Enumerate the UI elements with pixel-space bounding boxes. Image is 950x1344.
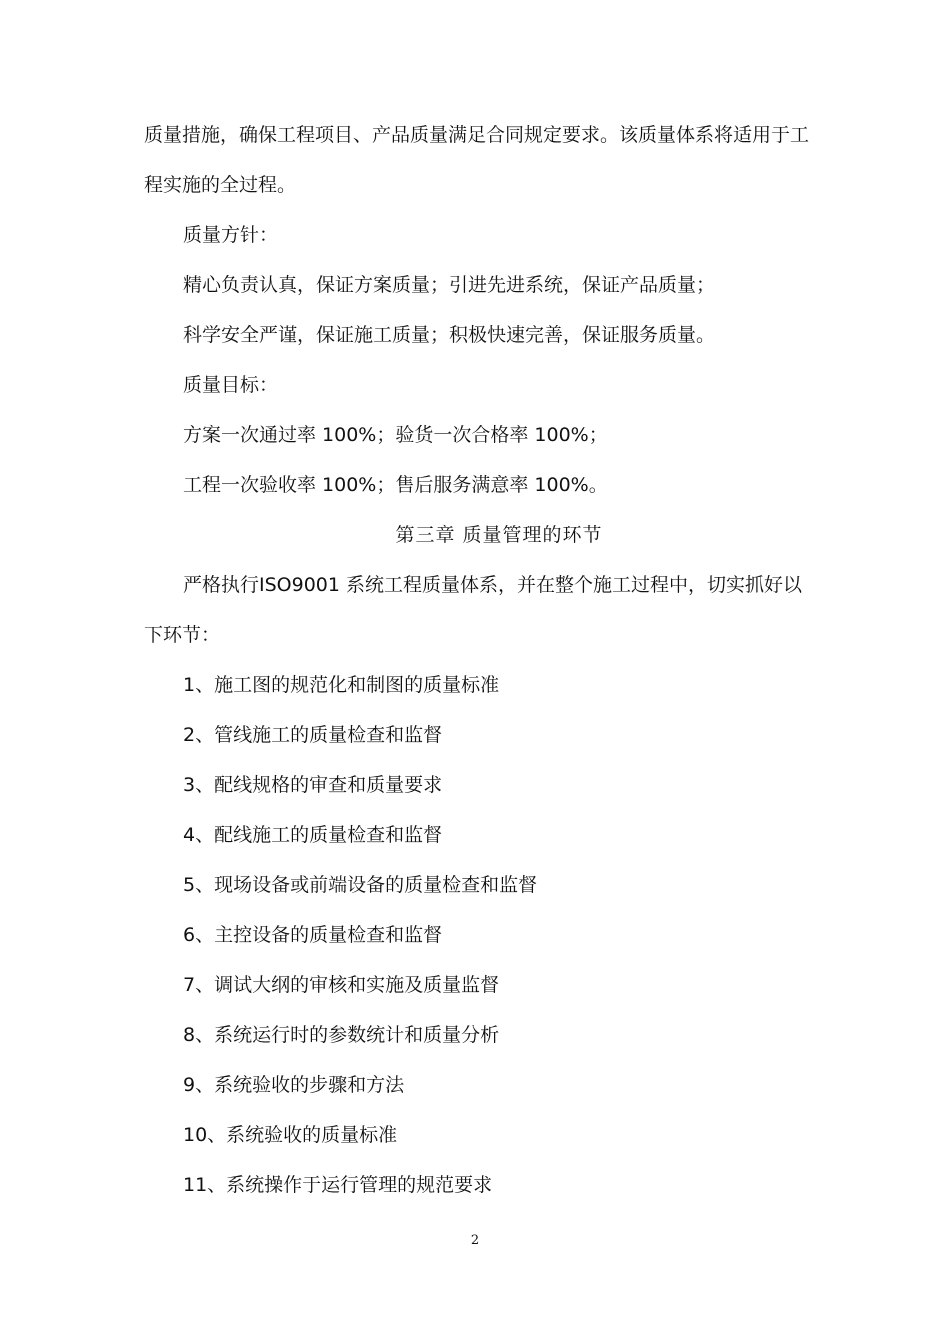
paragraph-line: 质量措施，确保工程项目、产品质量满足合同规定要求。该质量体系将适用于工 xyxy=(144,124,810,146)
paragraph-line: 程实施的全过程。 xyxy=(144,174,297,196)
list-item: 3、配线规格的审查和质量要求 xyxy=(183,774,443,796)
chapter-heading-row xyxy=(0,523,950,547)
paragraph-line: 下环节： xyxy=(144,624,221,646)
quality-policy-line: 科学安全严谨，保证施工质量；积极快速完善，保证服务质量。 xyxy=(183,324,716,346)
quality-target-line: 方案一次通过率 100%；验货一次合格率 100%； xyxy=(183,424,608,446)
list-item: 9、系统验收的步骤和方法 xyxy=(183,1074,405,1096)
list-item: 2、管线施工的质量检查和监督 xyxy=(183,724,443,746)
list-item: 7、调试大纲的审核和实施及质量监督 xyxy=(183,974,500,996)
quality-target-line: 工程一次验收率 100%；售后服务满意率 100%。 xyxy=(183,474,608,496)
paragraph-line: 严格执行ISO9001 系统工程质量体系，并在整个施工过程中，切实抓好以 xyxy=(183,574,803,596)
quality-policy-label: 质量方针： xyxy=(183,224,279,246)
list-item: 5、现场设备或前端设备的质量检查和监督 xyxy=(183,874,538,896)
list-item: 8、系统运行时的参数统计和质量分析 xyxy=(183,1024,500,1046)
page-number: 2 xyxy=(470,1233,480,1248)
list-item: 6、主控设备的质量检查和监督 xyxy=(183,924,443,946)
list-item: 4、配线施工的质量检查和监督 xyxy=(183,824,443,846)
list-item: 1、施工图的规范化和制图的质量标准 xyxy=(183,674,500,696)
chapter-heading: 第三章 质量管理的环节 xyxy=(395,524,603,546)
list-item: 10、系统验收的质量标准 xyxy=(183,1124,398,1146)
quality-policy-line: 精心负责认真，保证方案质量；引进先进系统，保证产品质量； xyxy=(183,274,716,296)
quality-target-label: 质量目标： xyxy=(183,374,279,396)
list-item: 11、系统操作于运行管理的规范要求 xyxy=(183,1174,493,1196)
